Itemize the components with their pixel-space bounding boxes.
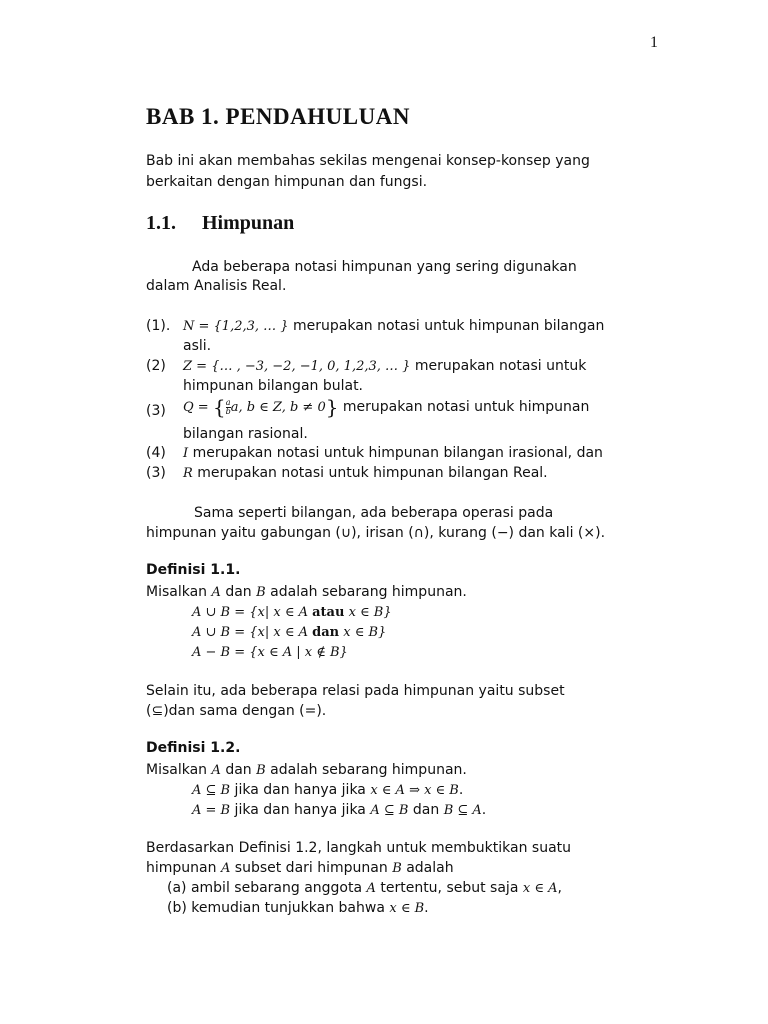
formula-intersection (192, 622, 386, 643)
text: tertentu, sebut saja (375, 880, 523, 896)
list-item-label: (1). (146, 318, 171, 334)
text: jika dan hanya jika (230, 782, 371, 798)
math-var: B (392, 861, 402, 876)
page-number: 1 (650, 34, 658, 51)
text: (b) kemudian tunjukkan bahwa (167, 900, 390, 916)
list-item-label: (3) (146, 465, 166, 481)
math-expression: Z = {… , −3, −2, −1, 0, 1,2,3, … } (183, 359, 411, 374)
list-item-text: merupakan notasi untuk himpunan bilangan (288, 318, 605, 334)
math-expression: a, b ∈ Z, b ≠ 0 (230, 400, 326, 415)
math-expression: x ∈ A ⇒ x ∈ B (370, 783, 459, 798)
math-var: A (211, 763, 221, 778)
math-expression: x ∈ B} (339, 625, 387, 640)
fraction-denominator: b (225, 406, 231, 416)
intro-line-1: Bab ini akan membahas sekilas mengenai konsep-konsep yang (146, 153, 590, 169)
list-item (183, 397, 589, 418)
definition-intro (146, 582, 467, 603)
section-title: Himpunan (202, 212, 295, 234)
list-item-continuation: asli. (183, 338, 212, 354)
math-expression: A ∪ B = {x| x ∈ A (192, 625, 313, 640)
para1-line-2: dalam Analisis Real. (146, 278, 287, 294)
text: adalah sebarang himpunan. (265, 584, 467, 600)
para1-line-1: Ada beberapa notasi himpunan yang sering digunakan (192, 259, 577, 275)
text: jika dan hanya jika (230, 802, 371, 818)
math-var: A (211, 585, 221, 600)
brace-left: { (212, 395, 226, 419)
text: dan (408, 802, 444, 818)
math-expression: N = {1,2,3, … } (183, 319, 289, 334)
list-item-label: (3) (146, 403, 166, 419)
list-item-text: merupakan notasi untuk (410, 358, 587, 374)
math-var: A (220, 861, 231, 876)
para2-line-2: himpunan yaitu gabungan (∪), irisan (∩), kurang (−) dan kali (×). (146, 525, 606, 541)
step-a (167, 878, 562, 899)
text: adalah (401, 860, 454, 876)
math-expression: Q = (183, 400, 213, 415)
formula-difference (192, 642, 348, 663)
brace-right: } (325, 395, 339, 419)
math-var: A (366, 881, 376, 896)
math-expression: R (183, 466, 193, 481)
list-item-label: (4) (146, 445, 166, 461)
math-expression: A ∪ B = {x| x ∈ A (192, 605, 313, 620)
list-item-label: (2) (146, 358, 166, 374)
para3-line-1: Selain itu, ada beberapa relasi pada himpunan yaitu subset (146, 683, 565, 699)
definition-intro (146, 760, 467, 781)
math-word: atau (312, 605, 345, 620)
text: dan (220, 762, 257, 778)
para4-line-1: Berdasarkan Definisi 1.2, langkah untuk membuktikan suatu (146, 840, 572, 856)
list-item (183, 443, 603, 464)
definition-title: Definisi 1.2. (146, 740, 241, 756)
list-item (183, 316, 604, 337)
fraction-numerator: a (225, 397, 231, 407)
list-item-text: merupakan notasi untuk himpunan bilangan Real. (192, 465, 548, 481)
text: Misalkan (146, 762, 212, 778)
text: (a) ambil sebarang anggota (167, 880, 367, 896)
list-item-text: merupakan notasi untuk himpunan bilangan irasional, dan (188, 445, 603, 461)
math-expression: A ⊆ B (192, 783, 231, 798)
math-var: B (256, 585, 266, 600)
list-item-text: merupakan notasi untuk himpunan (338, 399, 590, 415)
text: himpunan (146, 860, 221, 876)
text: , (557, 880, 562, 896)
text: Misalkan (146, 584, 212, 600)
list-item-continuation: himpunan bilangan bulat. (183, 378, 364, 394)
intro-line-2: berkaitan dengan himpunan dan fungsi. (146, 174, 428, 190)
list-item-continuation: bilangan rasional. (183, 426, 308, 442)
text: . (424, 900, 429, 916)
text: subset dari himpunan (230, 860, 393, 876)
math-expression: x ∈ B (389, 901, 425, 916)
chapter-title: BAB 1. PENDAHULUAN (146, 104, 410, 129)
para2-line-1: Sama seperti bilangan, ada beberapa operasi pada (194, 505, 554, 521)
text: . (481, 802, 487, 818)
math-word: dan (312, 625, 340, 640)
relation-equal (192, 800, 486, 821)
math-expression: A ⊆ B (370, 803, 409, 818)
para4-line-2 (146, 858, 454, 879)
math-expression: x ∈ B} (344, 605, 392, 620)
math-var: B (256, 763, 266, 778)
section-number: 1.1. (146, 212, 176, 234)
text: adalah sebarang himpunan. (265, 762, 467, 778)
para3-line-2: (⊆)dan sama dengan (=). (146, 703, 327, 719)
step-b (167, 898, 429, 919)
math-expression: x ∈ A (522, 881, 558, 896)
math-expression: I (183, 446, 189, 461)
math-expression: A = B (192, 803, 231, 818)
definition-title: Definisi 1.1. (146, 562, 241, 578)
relation-subset (192, 780, 463, 801)
math-expression: B ⊆ A (443, 803, 482, 818)
text: . (458, 782, 464, 798)
list-item (183, 356, 586, 377)
math-expression: A − B = {x ∈ A | x ∉ B} (192, 645, 348, 660)
list-item (183, 463, 548, 484)
formula-union (192, 602, 392, 623)
text: dan (220, 584, 257, 600)
section-heading (146, 212, 294, 235)
